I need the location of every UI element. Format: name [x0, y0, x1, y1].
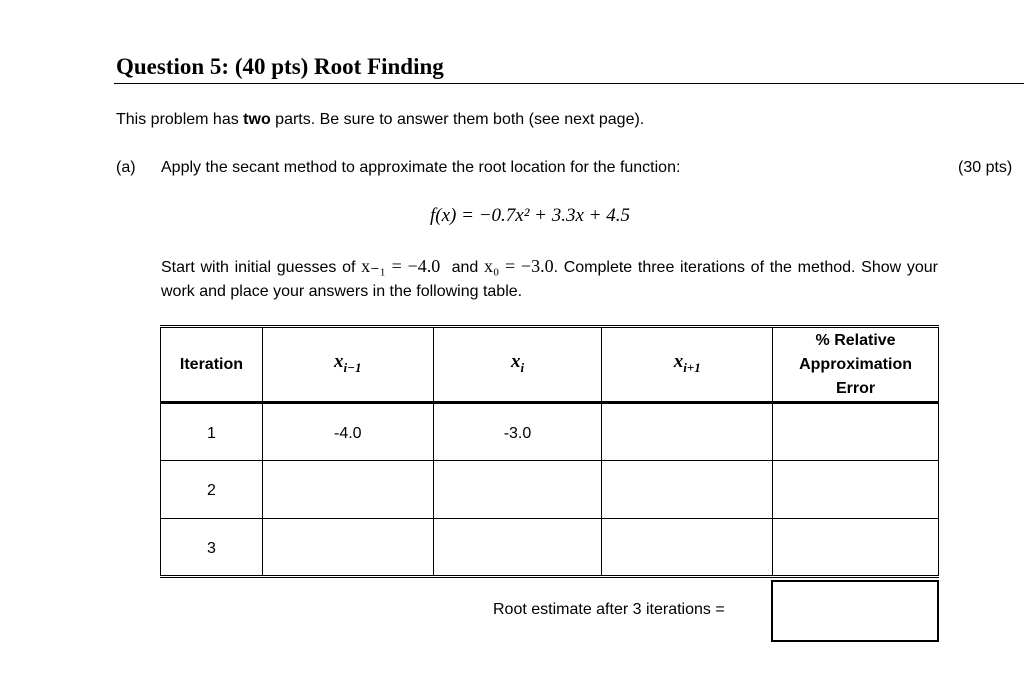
cell-x-next[interactable]: [602, 461, 773, 519]
header-relative-error: [773, 327, 939, 403]
header-x-next: $x_{i+1}$: [602, 327, 773, 403]
header-error-line: Approximation: [799, 355, 912, 373]
cell-x-next[interactable]: [602, 519, 773, 577]
title-underline: [114, 83, 1024, 84]
cell-relative-error[interactable]: [773, 403, 939, 461]
instructions-paragraph: [161, 254, 938, 304]
table-row: [161, 403, 939, 461]
cell-x-prev[interactable]: [262, 461, 433, 519]
instructions-text: . Complete three iterations of the method. Show your work and place your answers in the following table.: [161, 259, 938, 300]
part-a-points: (30 pts): [958, 159, 1013, 176]
iteration-table: [160, 325, 939, 578]
header-error-line: % Relative: [815, 331, 896, 349]
intro-bold: two: [243, 111, 271, 128]
cell-x-current[interactable]: [433, 461, 602, 519]
cell-relative-error[interactable]: [773, 519, 939, 577]
table-header-row: [161, 327, 939, 403]
header-iteration: Iteration: [161, 327, 263, 403]
intro-text: [116, 111, 644, 129]
equation-text: f(x) = −0.7x² + 3.3x + 4.5: [430, 205, 630, 226]
initial-guess-1: x₋₁ = −4.0: [361, 256, 441, 276]
initial-guess-2: x₀ = −3.0: [484, 256, 554, 276]
cell-iteration: 3: [161, 519, 263, 577]
cell-iteration: 1: [161, 403, 263, 461]
function-equation: [430, 205, 630, 227]
cell-iteration: 2: [161, 461, 263, 519]
and-text: and: [451, 259, 479, 276]
cell-relative-error[interactable]: [773, 461, 939, 519]
table-row: [161, 519, 939, 577]
cell-x-current[interactable]: [433, 519, 602, 577]
question-title: Question 5: (40 pts) Root Finding: [116, 54, 444, 79]
part-a-label: (a): [116, 159, 136, 176]
root-estimate-label: Root estimate after 3 iterations =: [493, 601, 725, 618]
cell-x-prev[interactable]: -4.0: [262, 403, 433, 461]
part-a-text: Apply the secant method to approximate the root location for the function:: [161, 159, 681, 176]
header-x-current: $x_i$: [433, 327, 602, 403]
header-x-prev: $x_{i-1}$: [262, 327, 433, 403]
header-error-line: Error: [835, 379, 876, 397]
intro-suffix: parts. Be sure to answer them both (see next page).: [270, 111, 645, 128]
cell-x-next[interactable]: [602, 403, 773, 461]
cell-x-prev[interactable]: [262, 519, 433, 577]
intro-prefix: This problem has: [116, 111, 244, 128]
root-estimate-answer-box[interactable]: [771, 580, 939, 642]
start-text: Start with initial guesses of: [161, 259, 356, 276]
cell-x-current[interactable]: -3.0: [433, 403, 602, 461]
table-row: [161, 461, 939, 519]
